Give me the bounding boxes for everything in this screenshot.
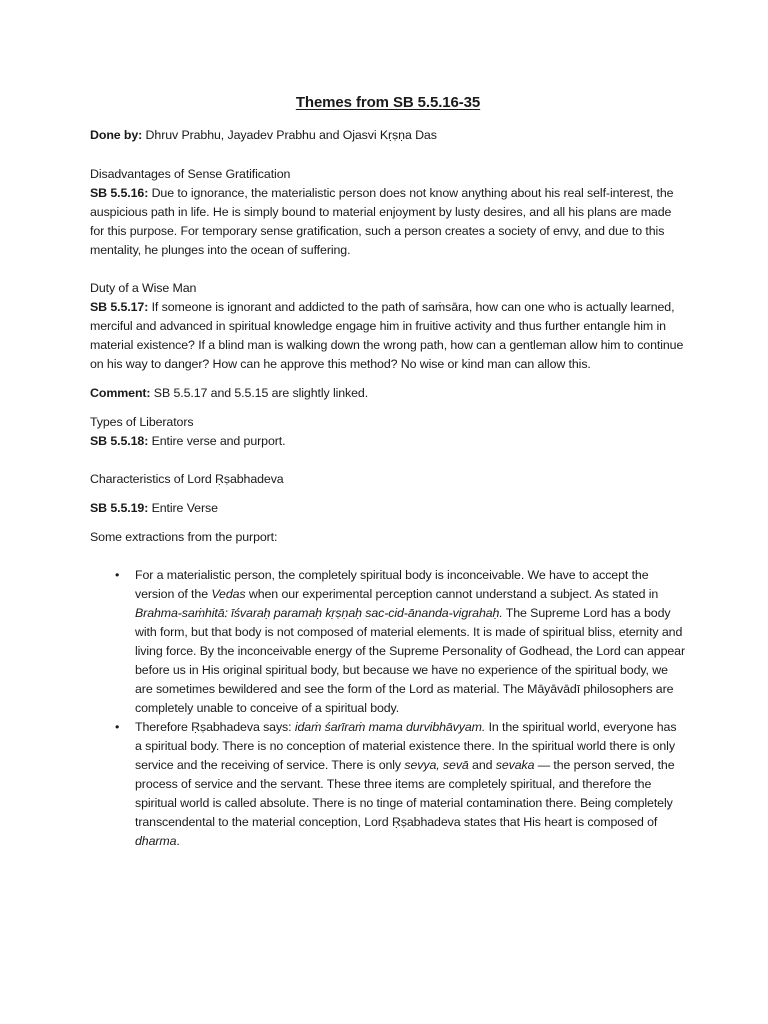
comment-text: SB 5.5.17 and 5.5.15 are slightly linked.	[150, 386, 369, 400]
verse-paragraph	[90, 432, 686, 451]
section-heading: Types of Liberators	[90, 415, 194, 429]
bullet-text: In the spiritual world, everyone has a spiritual body. There is no conception of material existence there. In the spiritual world there is only service and the receiving of service. There is only	[135, 720, 677, 772]
bullet-italic: Brahma-saṁhitā: īśvaraḥ paramaḥ kṛṣṇaḥ sac-cid-ānanda-vigrahaḥ.	[135, 606, 503, 620]
bullet-icon: •	[115, 568, 120, 582]
verse-text: Entire Verse	[148, 501, 218, 515]
verse-text: If someone is ignorant and addicted to the path of saṁsāra, how can one who is actually learned, merciful and advanced in spiritual knowledge engage him in fruitive activity and thus further entangle him in material existence? If a blind man is walking down the wrong path, how can a gentleman allow him to continue on his way to danger? How can he approve this method? No wise or kind man can allow this.	[90, 300, 684, 371]
page-title	[90, 92, 686, 114]
verse-ref: SB 5.5.19:	[90, 501, 149, 515]
page-title-text: Themes from SB 5.5.16-35	[295, 94, 481, 111]
section-liberators	[90, 413, 686, 451]
verse-ref: SB 5.5.16:	[90, 186, 149, 200]
section-heading: Characteristics of Lord Ṛṣabhadeva	[90, 472, 284, 486]
list-item	[90, 566, 686, 718]
section-sense-gratification	[90, 165, 686, 260]
bullet-text: .	[176, 834, 180, 848]
verse-ref: SB 5.5.17:	[90, 300, 149, 314]
bullet-italic: idaṁ śarīraṁ mama durvibhāvyam.	[294, 720, 486, 734]
comment-paragraph	[90, 384, 686, 403]
purport-bullet-list	[90, 566, 686, 851]
verse-text: Entire verse and purport.	[148, 434, 286, 448]
bullet-text: The Supreme Lord has a body with form, but that body is not composed of material elements. It is made of spiritual bliss, eternity and living force. By the inconceivable energy of the Supreme Personality of Godhead, the Lord can appear before us in His original spiritual body, but because we have no experience of the spiritual body, we are sometimes bewildered and see the form of the Lord as material. The Māyāvādī philosophers are completely unable to conceive of a spiritual body.	[135, 606, 685, 715]
section-heading: Disadvantages of Sense Gratification	[90, 167, 291, 181]
verse-text: Due to ignorance, the materialistic person does not know anything about his real self-interest, the auspicious path in life. He is simply bound to material enjoyment by lusty desires, and all his plans are made for this purpose. For temporary sense gratification, such a person creates a society of envy, and due to this mentality, he plunges into the ocean of suffering.	[90, 186, 674, 257]
bullet-text: For a materialistic person, the completely spiritual body is inconceivable. We have to accept the version of the	[135, 568, 649, 601]
verse-ref: SB 5.5.18:	[90, 434, 149, 448]
comment-label: Comment:	[90, 386, 151, 400]
verse-paragraph	[90, 298, 686, 374]
bullet-text: Therefore Ṛṣabhadeva says:	[135, 720, 295, 734]
authors-line	[90, 126, 686, 145]
list-item	[90, 718, 686, 851]
bullet-italic: sevaka	[495, 758, 535, 772]
verse-paragraph	[90, 184, 686, 260]
bullet-italic: dharma	[135, 834, 177, 848]
bullet-text: when our experimental perception cannot understand a subject. As stated in	[245, 587, 659, 601]
bullet-italic: sevya, sevā	[404, 758, 469, 772]
bullet-text: and	[468, 758, 496, 772]
section-heading: Duty of a Wise Man	[90, 281, 197, 295]
verse-paragraph	[90, 499, 686, 518]
document-body	[90, 92, 686, 851]
extractions-intro: Some extractions from the purport:	[90, 530, 278, 544]
authors-label: Done by:	[90, 128, 143, 142]
bullet-icon: •	[115, 720, 120, 734]
bullet-text: — the person served, the process of service and the servant. These three items are completely spiritual, and therefore the spiritual world is called absolute. There is no tinge of material contamination there. Being completely transcendental to the material conception, Lord Ṛṣabhadeva states that His heart is composed of	[135, 758, 675, 829]
authors-names: Dhruv Prabhu, Jayadev Prabhu and Ojasvi Kṛṣṇa Das	[142, 128, 437, 142]
bullet-italic: Vedas	[211, 587, 246, 601]
section-wise-man	[90, 279, 686, 374]
